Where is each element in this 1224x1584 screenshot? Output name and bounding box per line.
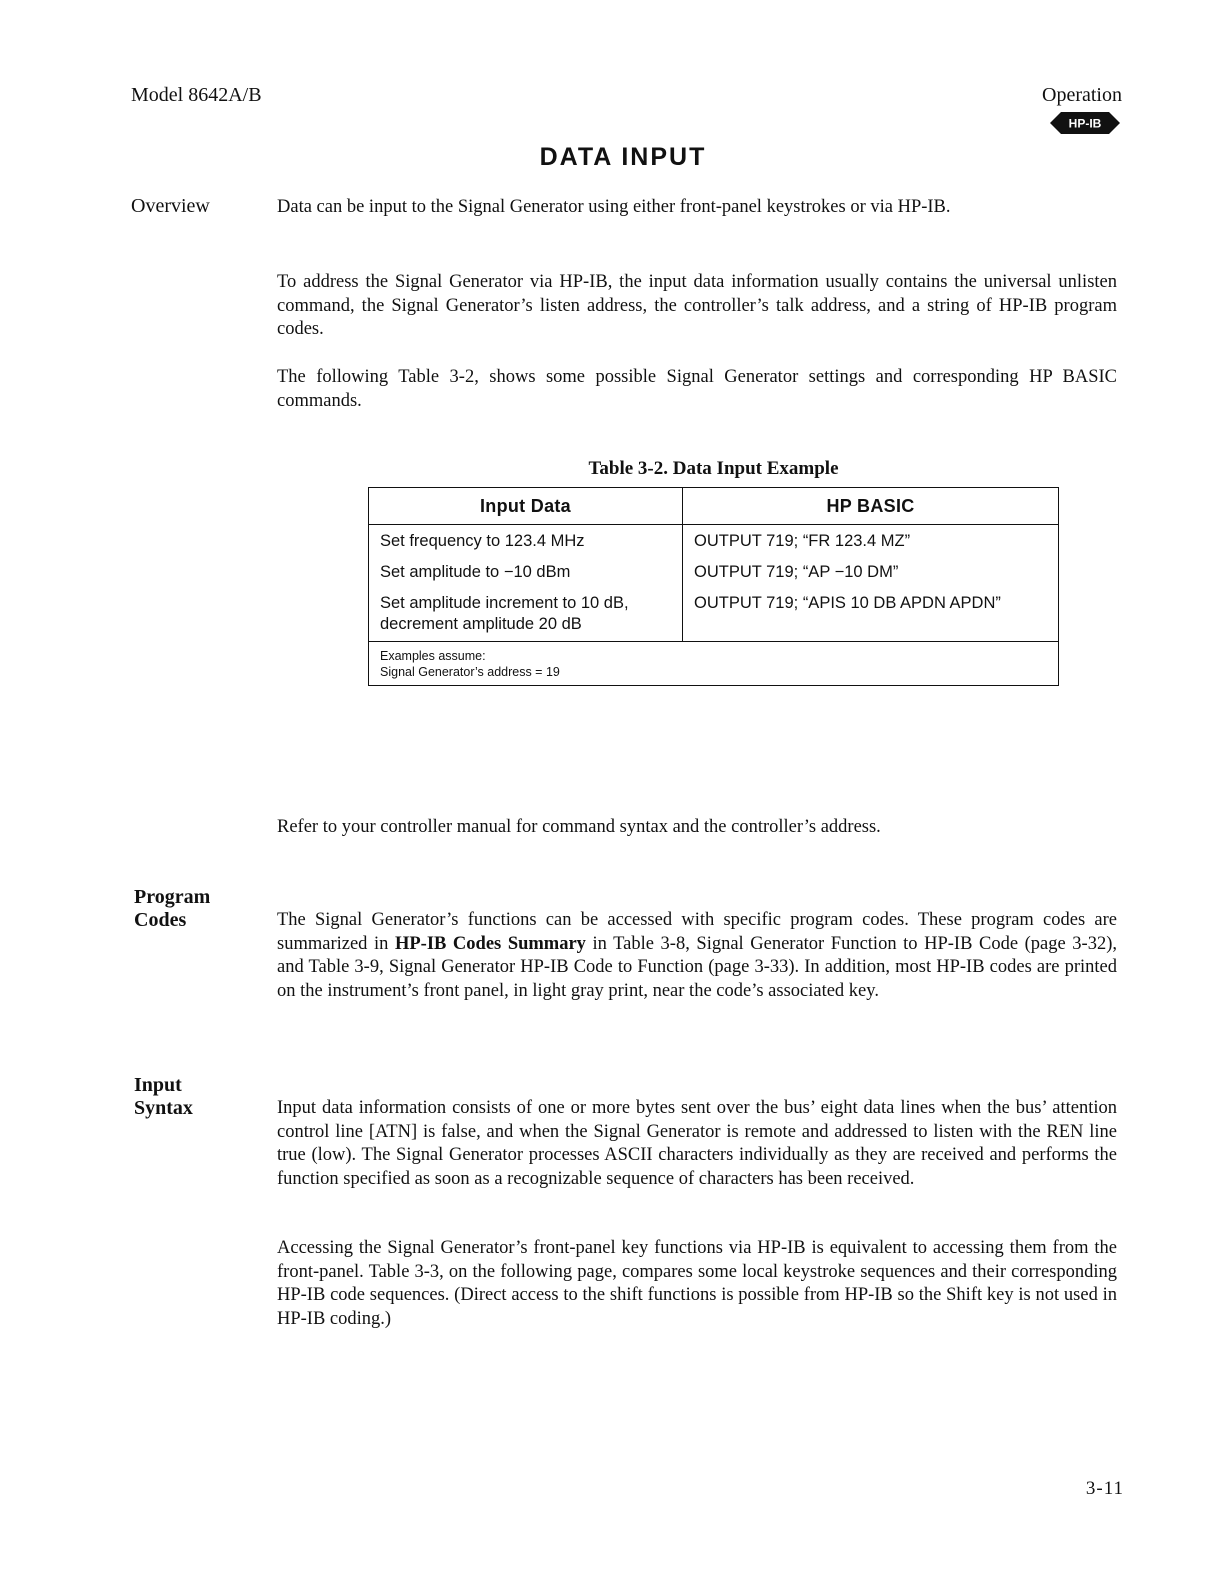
table-note	[369, 642, 1059, 686]
table-row	[369, 556, 1059, 587]
input-syntax-label	[134, 1074, 193, 1120]
program-codes-text-bold: HP-IB Codes Summary	[394, 933, 586, 954]
input-syntax-paragraph-1: Input data information consists of one or more bytes sent over the bus’ eight data lines when the bus’ attention control line [ATN] is false, and when the Signal Generator is remote and addressed to listen with the REN line true (low). The Signal Generator processes ASCII characters individually as they are received and performs the function specified as soon as a recognizable sequence of characters has been received.	[277, 1098, 1117, 1189]
program-codes-label-line-1: Program	[134, 886, 211, 908]
page-title: DATA INPUT	[539, 143, 707, 171]
overview-paragraph-1: Data can be input to the Signal Generator using either front-panel keystrokes or via HP-IB.	[277, 197, 951, 217]
table-cell: Set amplitude to −10 dBm	[369, 556, 683, 587]
program-codes-label	[134, 886, 210, 932]
table-note-row	[369, 642, 1059, 686]
hp-ib-badge-label: HP-IB	[1068, 116, 1102, 131]
program-codes-text-a: The Signal Generator’s functions can be accessed with specific program codes. These program codes are summarized in	[277, 910, 1117, 954]
refer-paragraph: Refer to your controller manual for command syntax and the controller’s address.	[277, 817, 881, 837]
table-cell: OUTPUT 719; “APIS 10 DB APDN APDN”	[683, 587, 1059, 642]
input-syntax-label-line-2: Syntax	[134, 1097, 193, 1119]
hp-ib-badge	[1050, 112, 1120, 134]
page-number: 3-11	[1085, 1478, 1124, 1499]
table-cell: Set amplitude increment to 10 dB, decrement amplitude 20 dB	[369, 587, 683, 642]
model-header: Model 8642A/B	[131, 84, 262, 106]
table-header-hp-basic: HP BASIC	[683, 488, 1059, 525]
program-codes-label-line-2: Codes	[134, 909, 187, 931]
data-input-table	[368, 487, 1059, 686]
table-header-row	[369, 488, 1059, 525]
table-header-input-data: Input Data	[369, 488, 683, 525]
overview-paragraph-3: The following Table 3-2, shows some possible Signal Generator settings and corresponding HP BASIC commands.	[277, 367, 1117, 411]
overview-label: Overview	[131, 195, 210, 217]
table-note-line-1: Examples assume:	[380, 649, 486, 663]
table-cell: OUTPUT 719; “FR 123.4 MZ”	[683, 525, 1059, 557]
table-row	[369, 525, 1059, 557]
table-note-line-2: Signal Generator’s address = 19	[380, 665, 560, 679]
hp-ib-badge-icon	[1050, 112, 1120, 134]
overview-paragraph-2: To address the Signal Generator via HP-IB, the input data information usually contains the universal unlisten command, the Signal Generator’s listen address, the controller’s talk address, and a string of HP-IB program codes.	[277, 272, 1117, 339]
table-cell: OUTPUT 719; “AP −10 DM”	[683, 556, 1059, 587]
table-cell: Set frequency to 123.4 MHz	[369, 525, 683, 557]
section-header: Operation	[1042, 84, 1122, 106]
program-codes-paragraph	[277, 909, 1117, 1003]
input-syntax-paragraph-2: Accessing the Signal Generator’s front-panel key functions via HP-IB is equivalent to accessing them from the front-panel. Table 3-3, on the following page, compares some local keystroke sequences and their corresponding HP-IB code sequences. (Direct access to the shift functions is possible from HP-IB so the Shift key is not used in HP-IB coding.)	[277, 1238, 1117, 1329]
table-caption: Table 3-2. Data Input Example	[588, 458, 839, 479]
table-row	[369, 587, 1059, 642]
program-codes-text-b: in Table 3-8, Signal Generator Function to HP-IB Code (page 3-32), and Table 3-9, Signal Generator HP-IB Code to Function (page 3-33). In addition, most HP-IB codes are printed on the instrument’s front panel, in light gray print, near the code’s associated key.	[277, 933, 1117, 1001]
input-syntax-label-line-1: Input	[134, 1074, 182, 1096]
